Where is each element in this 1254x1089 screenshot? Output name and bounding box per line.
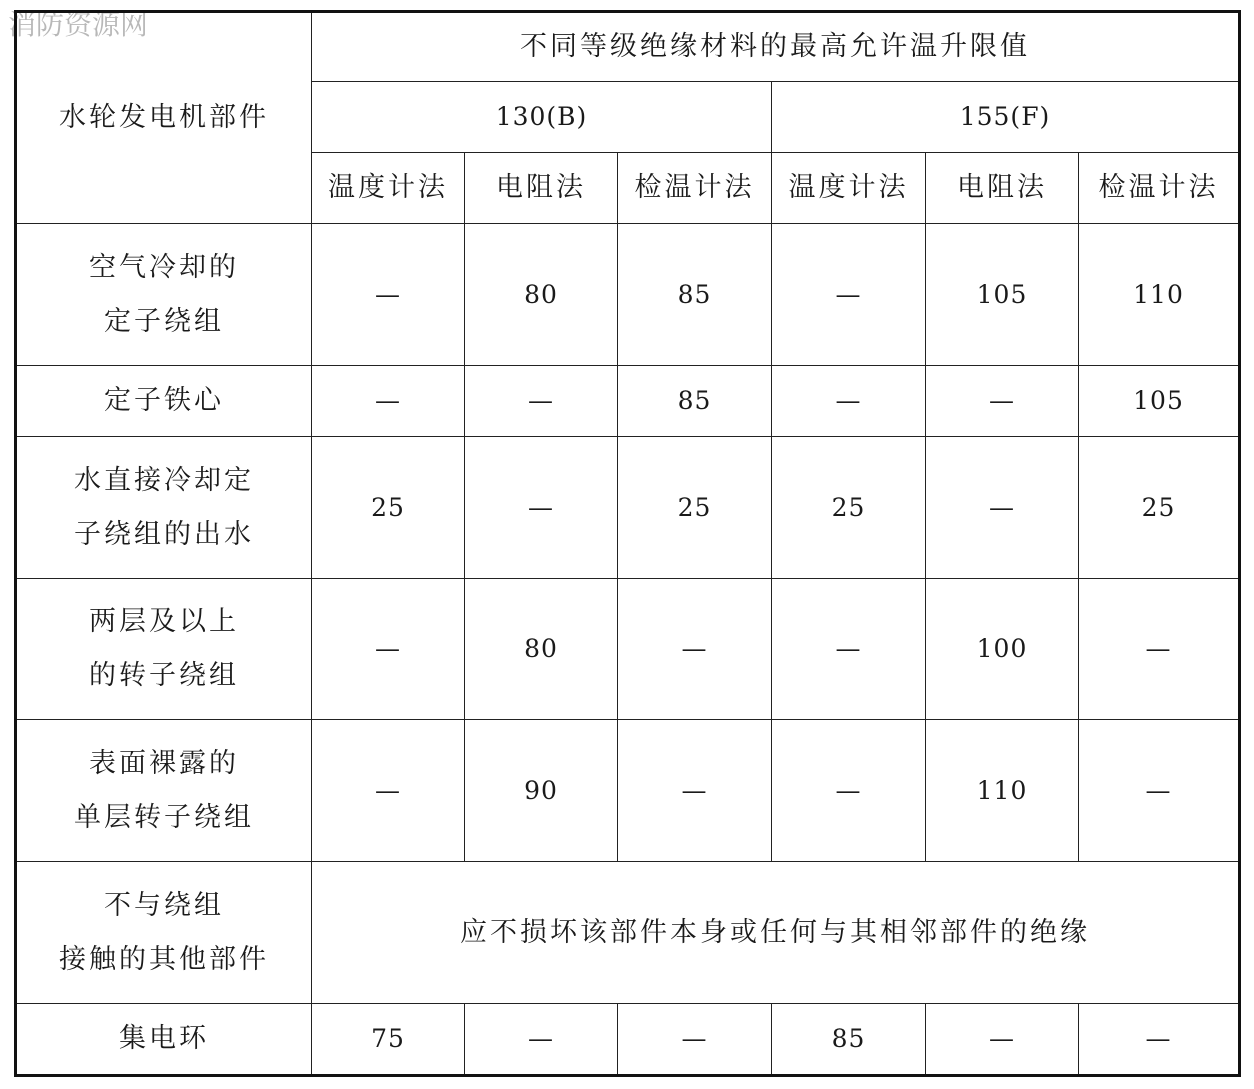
part-name-line: 不与绕组 [104, 889, 224, 921]
value-cell: — [772, 720, 926, 862]
value-cell: 85 [772, 1004, 926, 1076]
value-cell: 105 [1079, 366, 1240, 437]
value-cell: 80 [465, 224, 618, 366]
value-cell: 110 [1079, 224, 1240, 366]
table-row [16, 579, 1240, 720]
method-header: 电阻法 [926, 153, 1079, 224]
part-name-line: 子绕组的出水 [74, 518, 254, 550]
value-cell: — [1079, 579, 1240, 720]
part-name-cell [16, 224, 312, 366]
part-name-cell [16, 862, 312, 1004]
value-cell: — [465, 1004, 618, 1076]
part-name-cell [16, 1004, 312, 1076]
part-name-cell [16, 437, 312, 579]
value-cell: — [312, 224, 465, 366]
value-cell: — [926, 1004, 1079, 1076]
temperature-rise-table-container [14, 10, 1238, 1074]
part-name-cell [16, 366, 312, 437]
value-cell: 25 [772, 437, 926, 579]
part-name-line: 两层及以上 [89, 606, 239, 637]
method-header: 检温计法 [1079, 153, 1240, 224]
value-cell: 85 [618, 366, 772, 437]
value-cell: 25 [1079, 437, 1240, 579]
class-b-header: 130(B) [312, 82, 772, 153]
value-cell: — [618, 1004, 772, 1076]
value-cell: — [772, 224, 926, 366]
table-row [16, 224, 1240, 366]
part-name-line: 定子绕组 [104, 305, 224, 337]
value-cell: — [926, 437, 1079, 579]
value-cell: 90 [465, 720, 618, 862]
part-name-line: 空气冷却的 [89, 251, 239, 283]
value-cell: — [312, 579, 465, 720]
value-cell: — [618, 579, 772, 720]
part-name-line: 集电环 [119, 1023, 209, 1054]
value-cell: — [1079, 720, 1240, 862]
part-name-cell [16, 579, 312, 720]
temperature-rise-table [14, 10, 1241, 1077]
part-name-line: 单层转子绕组 [74, 801, 254, 833]
value-cell: — [618, 720, 772, 862]
part-name-cell [16, 720, 312, 862]
part-column-header-label: 水轮发电机部件 [59, 102, 269, 133]
method-header: 电阻法 [465, 153, 618, 224]
method-header: 检温计法 [618, 153, 772, 224]
table-row [16, 437, 1240, 579]
table-row [16, 366, 1240, 437]
value-cell: — [1079, 1004, 1240, 1076]
value-cell: 100 [926, 579, 1079, 720]
group-title-header [312, 12, 1240, 82]
part-name-line: 表面裸露的 [89, 747, 239, 779]
part-name-line: 水直接冷却定 [74, 464, 254, 496]
part-name-line: 的转子绕组 [89, 660, 239, 691]
value-cell: — [772, 366, 926, 437]
value-cell: 80 [465, 579, 618, 720]
header-row-1 [16, 12, 1240, 82]
group-title-label: 不同等级绝缘材料的最高允许温升限值 [520, 31, 1031, 62]
class-f-header: 155(F) [772, 82, 1240, 153]
watermark: 消防资源网 [8, 8, 149, 41]
method-header: 温度计法 [312, 153, 465, 224]
merged-requirement-cell: 应不损坏该部件本身或任何与其相邻部件的绝缘 [312, 862, 1240, 1004]
part-column-header [16, 12, 312, 224]
value-cell: — [926, 366, 1079, 437]
value-cell: — [312, 720, 465, 862]
value-cell: 85 [618, 224, 772, 366]
table-row [16, 1004, 1240, 1076]
value-cell: 25 [312, 437, 465, 579]
table-row [16, 720, 1240, 862]
value-cell: 105 [926, 224, 1079, 366]
value-cell: — [465, 366, 618, 437]
value-cell: — [465, 437, 618, 579]
value-cell: 75 [312, 1004, 465, 1076]
part-name-line: 定子铁心 [104, 385, 224, 416]
part-name-line: 接触的其他部件 [59, 943, 269, 975]
value-cell: — [772, 579, 926, 720]
value-cell: 110 [926, 720, 1079, 862]
method-header: 温度计法 [772, 153, 926, 224]
value-cell: — [312, 366, 465, 437]
value-cell: 25 [618, 437, 772, 579]
table-row [16, 862, 1240, 1004]
